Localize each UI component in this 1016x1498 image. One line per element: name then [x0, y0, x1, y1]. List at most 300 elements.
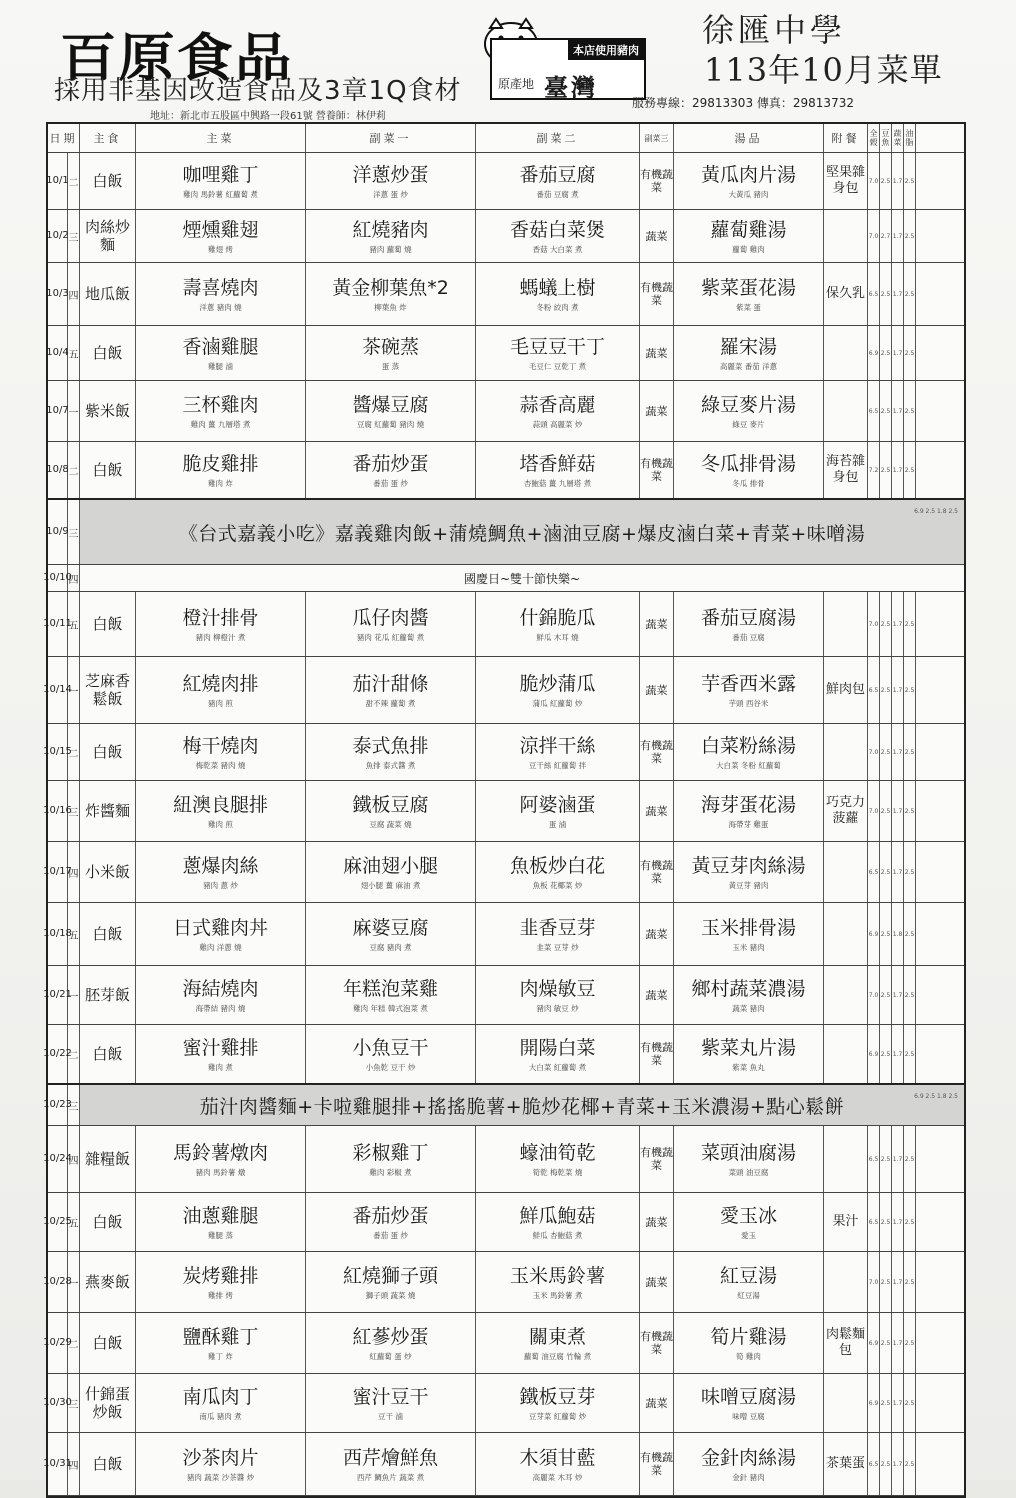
nutrition-value: 2.5: [880, 903, 892, 965]
soup-ingredients: 黃豆芽 豬肉: [728, 880, 769, 890]
side-dish-3: 蔬菜: [640, 1374, 674, 1432]
col-side1: 副菜一: [306, 124, 476, 152]
side-dish-3: 有機蔬菜: [640, 1433, 674, 1495]
row-weekday: 四: [68, 842, 80, 902]
side-dish-2-name: 木須甘藍: [519, 1446, 596, 1469]
nutrition-value: 1.7: [892, 1433, 904, 1495]
side-dish-2-name: 香菇白菜煲: [509, 218, 605, 241]
nutrition-value: 7.0: [868, 592, 880, 656]
main-dish-ingredients: 雞腿 滷: [208, 361, 233, 371]
soup: [674, 210, 824, 262]
main-dish-ingredients: 雞翅 烤: [208, 244, 233, 254]
side-dish-2: [476, 1025, 640, 1083]
side-dish-1-name: 黃金柳葉魚*2: [332, 276, 449, 299]
side-dish-1-name: 洋蔥炒蛋: [352, 163, 429, 186]
staple-food: 芝麻香鬆飯: [80, 657, 136, 723]
col-side3: 副菜三: [640, 124, 674, 152]
tail-cell: [916, 442, 964, 498]
nutrition-value: 2.5: [904, 326, 916, 380]
row-weekday: 二: [68, 1313, 80, 1373]
special-row: [48, 500, 964, 565]
nutrition-value: 2.5: [904, 592, 916, 656]
nutrition-value: 2.5: [904, 1433, 916, 1495]
main-dish-ingredients: 南瓜 豬肉 煮: [199, 1411, 242, 1421]
side-dish-3: 有機蔬菜: [640, 1126, 674, 1192]
side-dish-3: 蔬菜: [640, 1252, 674, 1312]
col-veg: 蔬菜: [892, 124, 904, 152]
soup-ingredients: 大黃瓜 豬肉: [728, 189, 769, 199]
main-dish-name: 海結燒肉: [182, 977, 259, 1000]
nutrition-value: 2.5: [880, 657, 892, 723]
main-dish-name: 三杯雞肉: [182, 393, 259, 416]
main-dish-ingredients: 豬肉 柳橙汁 煮: [195, 632, 246, 642]
row-date: 10/16: [48, 781, 68, 841]
row-weekday: 五: [68, 326, 80, 380]
soup-ingredients: 筍 雞肉: [736, 1351, 761, 1361]
soup-name: 菜頭油腐湯: [700, 1141, 796, 1164]
nutrition-value: 1.7: [892, 326, 904, 380]
soup-name: 黃豆芽肉絲湯: [691, 854, 806, 877]
nutrition-value: 2.5: [904, 966, 916, 1024]
soup: [674, 966, 824, 1024]
side-dish-2-ingredients: 玉米 馬鈴薯 煮: [532, 1290, 583, 1300]
main-dish-name: 壽喜燒肉: [182, 276, 259, 299]
nutrition-value: 6.5: [868, 263, 880, 325]
main-dish-ingredients: 雞丁 炸: [208, 1351, 233, 1361]
side-dish-2-name: 脆炒蒲瓜: [519, 672, 596, 695]
side-dish-2-ingredients: 鮮瓜 木耳 燒: [536, 632, 579, 642]
main-dish-name: 鹽酥雞丁: [182, 1325, 259, 1348]
staple-food: 胚芽飯: [80, 966, 136, 1024]
menu-row: [48, 326, 964, 381]
nutrition-value: 2.5: [880, 1126, 892, 1192]
nutrition-value: 2.5: [904, 1252, 916, 1312]
nutrition-value: 2.5: [880, 1433, 892, 1495]
main-dish: [136, 592, 306, 656]
col-staple: 主食: [80, 124, 136, 152]
extra-item: [824, 1025, 868, 1083]
soup-name: 綠豆麥片湯: [700, 393, 796, 416]
menu-row: [48, 263, 964, 326]
nutrition-value: 2.5: [880, 1313, 892, 1373]
side-dish-1: [306, 1313, 476, 1373]
nutrition-value: 6.5: [868, 1433, 880, 1495]
main-dish-ingredients: 雞肉 煎: [208, 819, 233, 829]
side-dish-2: [476, 381, 640, 441]
nutrition-value: 2.5: [904, 903, 916, 965]
row-date: 10/2: [48, 210, 68, 262]
table-body: [43, 153, 964, 1496]
staple-food: 紫米飯: [80, 381, 136, 441]
nutrition-value: 2.5: [880, 966, 892, 1024]
soup-ingredients: 玉米 豬肉: [732, 942, 765, 952]
main-dish: [136, 263, 306, 325]
main-dish: [136, 381, 306, 441]
staple-food: 白飯: [80, 592, 136, 656]
side-dish-2-name: 玉米馬鈴薯: [509, 1264, 605, 1287]
nutrition-value: 2.5: [880, 442, 892, 498]
staple-food: 白飯: [80, 326, 136, 380]
nutrition-value: 1.7: [892, 381, 904, 441]
nutrition-value: 2.5: [904, 442, 916, 498]
side-dish-1-name: 番茄炒蛋: [352, 1204, 429, 1227]
nutrition-value: 2.5: [904, 1025, 916, 1083]
row-weekday: 五: [68, 903, 80, 965]
row-date: 10/21: [48, 966, 68, 1024]
row-date: 10/24: [48, 1126, 68, 1192]
soup: [674, 781, 824, 841]
main-dish-ingredients: 洋蔥 豬肉 燒: [199, 302, 242, 312]
side-dish-2: [476, 781, 640, 841]
side-dish-3: 有機蔬菜: [640, 1313, 674, 1373]
side-dish-2-name: 肉燥敏豆: [519, 977, 596, 1000]
row-weekday: 三: [68, 1374, 80, 1432]
soup: [674, 1252, 824, 1312]
main-dish-name: 蜜汁雞排: [182, 1036, 259, 1059]
side-dish-1-ingredients: 豬肉 蘿蔔 燒: [369, 244, 412, 254]
extra-item: [824, 592, 868, 656]
main-dish-ingredients: 雞腿 蒸: [208, 1230, 233, 1240]
side-dish-1: [306, 381, 476, 441]
menu-row: [48, 381, 964, 442]
special-menu-text: 茄汁肉醬麵+卡啦雞腿排+搖搖脆薯+脆炒花椰+青菜+玉米濃湯+點心鬆餅: [80, 1085, 964, 1125]
side-dish-1-ingredients: 蛋 蒸: [381, 361, 400, 371]
main-dish-ingredients: 梅乾菜 豬肉 燒: [195, 760, 246, 770]
side-dish-1: [306, 1374, 476, 1432]
row-weekday: 四: [68, 1433, 80, 1495]
address-line: 地址：新北市五股區中興路一段61號 營養師：林伊莉: [150, 111, 386, 122]
nutrition-value: 1.7: [892, 657, 904, 723]
row-date: 10/28: [48, 1252, 68, 1312]
main-dish-ingredients: 雞肉 炸: [208, 478, 233, 488]
nutrition-value: 6.5: [868, 657, 880, 723]
side-dish-2: [476, 1193, 640, 1251]
nutrition-value: 1.7: [892, 442, 904, 498]
col-tail: [916, 124, 964, 152]
soup-ingredients: 綠豆 麥片: [732, 419, 765, 429]
side-dish-3: 蔬菜: [640, 592, 674, 656]
nutrition-value: 1.7: [892, 1126, 904, 1192]
tail-cell: [916, 326, 964, 380]
side-dish-1: [306, 263, 476, 325]
staple-food: 什錦蛋炒飯: [80, 1374, 136, 1432]
row-date: 10/29: [48, 1313, 68, 1373]
side-dish-3: 蔬菜: [640, 657, 674, 723]
soup-ingredients: 紫菜 魚丸: [732, 1062, 765, 1072]
extra-item: [824, 966, 868, 1024]
side-dish-2-name: 鮮瓜鮑菇: [519, 1204, 596, 1227]
row-date: 10/9: [48, 500, 68, 564]
menu-table: [43, 122, 966, 1498]
side-dish-2-ingredients: 杏鮑菇 薑 九層塔 煮: [523, 478, 592, 488]
soup-name: 愛玉冰: [719, 1204, 777, 1227]
main-dish-name: 油蔥雞腿: [182, 1204, 259, 1227]
side-dish-3: 蔬菜: [640, 966, 674, 1024]
side-dish-2-name: 螞蟻上樹: [519, 276, 596, 299]
soup-name: 芋香西米露: [700, 672, 796, 695]
side-dish-2-ingredients: 蛋 滷: [548, 819, 567, 829]
extra-item: [824, 1374, 868, 1432]
menu-row: [43, 1433, 964, 1496]
row-date: 10/1: [48, 153, 68, 209]
main-dish: [136, 1193, 306, 1251]
staple-food: 肉絲炒麵: [80, 210, 136, 262]
tail-cell: [916, 1025, 964, 1083]
soup-ingredients: 海帶芽 雞蛋: [728, 819, 769, 829]
side-dish-1-ingredients: 豆干 滷: [378, 1411, 403, 1421]
side-dish-1: [306, 657, 476, 723]
side-dish-2-name: 毛豆豆干丁: [509, 335, 605, 358]
staple-food: 白飯: [80, 1313, 136, 1373]
nutrition-value: 7.0: [868, 966, 880, 1024]
nutrition-value: 2.5: [904, 842, 916, 902]
nutrition-value: 2.5: [904, 210, 916, 262]
menu-row: [43, 966, 964, 1025]
side-dish-1: [306, 1126, 476, 1192]
side-dish-1-ingredients: 甜不辣 蘿蔔 煮: [365, 698, 416, 708]
nutrition-value: 2.5: [904, 1193, 916, 1251]
main-dish: [136, 1374, 306, 1432]
side-dish-1-ingredients: 豆腐 豬肉 煮: [369, 942, 412, 952]
soup-name: 紫菜丸片湯: [700, 1036, 796, 1059]
row-weekday: 二: [68, 442, 80, 498]
side-dish-1: [306, 903, 476, 965]
row-date: 10/22: [48, 1025, 68, 1083]
menu-row: [43, 1252, 964, 1313]
holiday-text: 國慶日~雙十節快樂~: [80, 565, 964, 591]
nutrition-value: 6.5: [868, 381, 880, 441]
row-weekday: 一: [68, 657, 80, 723]
origin-place: 臺灣: [544, 74, 598, 102]
nutrition-value: 6.9: [868, 903, 880, 965]
side-dish-3: 蔬菜: [640, 903, 674, 965]
soup-name: 蘿蔔雞湯: [710, 218, 787, 241]
soup-ingredients: 愛玉: [741, 1230, 756, 1240]
side-dish-1-ingredients: 番茄 蛋 炒: [373, 1230, 408, 1240]
nutrition-value: 2.7: [880, 210, 892, 262]
soup-name: 番茄豆腐湯: [700, 606, 796, 629]
nutrition-value: 2.5: [904, 153, 916, 209]
main-dish-name: 橙汁排骨: [182, 606, 259, 629]
side-dish-2-name: 什錦脆瓜: [519, 606, 596, 629]
main-dish-ingredients: 雞排 烤: [208, 1290, 233, 1300]
tail-cell: [916, 657, 964, 723]
main-dish: [136, 1433, 306, 1495]
side-dish-1: [306, 1025, 476, 1083]
side-dish-3: 有機蔬菜: [640, 263, 674, 325]
extra-item: [824, 724, 868, 780]
special-menu-text: 《台式嘉義小吃》嘉義雞肉飯+蒲燒鯛魚+滷油豆腐+爆皮滷白菜+青菜+味噌湯: [80, 500, 964, 564]
col-protein: 豆魚: [880, 124, 892, 152]
side-dish-1-name: 蜜汁豆干: [352, 1385, 429, 1408]
side-dish-2: [476, 724, 640, 780]
side-dish-1-ingredients: 豆腐 蔬菜 燒: [369, 819, 412, 829]
menu-row: [43, 842, 964, 903]
extra-item: 茶葉蛋: [824, 1433, 868, 1495]
side-dish-3: 蔬菜: [640, 781, 674, 841]
side-dish-1-ingredients: 豆腐 紅蘿蔔 豬肉 燒: [356, 419, 425, 429]
main-dish-name: 日式雞肉丼: [172, 916, 268, 939]
side-dish-2-ingredients: 高麗菜 木耳 炒: [532, 1472, 583, 1482]
tail-cell: [916, 592, 964, 656]
row-date: 10/15: [48, 724, 68, 780]
row-date: 10/11: [48, 592, 68, 656]
staple-food: 白飯: [80, 903, 136, 965]
row-date: 10/25: [48, 1193, 68, 1251]
nutrition-value: 6.9: [868, 1025, 880, 1083]
menu-row: [43, 1313, 964, 1374]
side-dish-2-name: 番茄豆腐: [519, 163, 596, 186]
soup-ingredients: 蔬菜 豬肉: [732, 1003, 765, 1013]
staple-food: 地瓜飯: [80, 263, 136, 325]
row-weekday: 二: [68, 724, 80, 780]
soup-ingredients: 味噌 豆腐: [732, 1411, 765, 1421]
nutrition-value: 2.5: [880, 263, 892, 325]
row-weekday: 三: [68, 781, 80, 841]
side-dish-1-ingredients: 洋蔥 蛋 炒: [373, 189, 408, 199]
main-dish: [136, 781, 306, 841]
nutrition-value: 2.5: [904, 657, 916, 723]
tail-cell: [916, 966, 964, 1024]
side-dish-2-ingredients: 香菇 大白菜 煮: [532, 244, 583, 254]
soup-name: 海芽蛋花湯: [700, 793, 796, 816]
row-weekday: 一: [68, 1252, 80, 1312]
nutrition-value: 6.5: [868, 842, 880, 902]
extra-item: 保久乳: [824, 263, 868, 325]
col-extra: 附餐: [824, 124, 868, 152]
main-dish-ingredients: 豬肉 馬鈴薯 燉: [195, 1167, 246, 1177]
side-dish-2: [476, 1252, 640, 1312]
side-dish-2: [476, 1374, 640, 1432]
col-soup: 湯品: [674, 124, 824, 152]
nutrition-value: 1.8: [892, 903, 904, 965]
nutrition-value: 2.5: [880, 1193, 892, 1251]
extra-item: 巧克力菠蘿: [824, 781, 868, 841]
nutrition-values: 6.9 2.5 1.8 2.5: [914, 1093, 958, 1100]
nutrition-value: 1.7: [892, 781, 904, 841]
nutrition-value: 2.5: [904, 1374, 916, 1432]
side-dish-2-ingredients: 筍乾 梅乾菜 燒: [532, 1167, 583, 1177]
menu-row: [48, 153, 964, 210]
row-weekday: 一: [68, 966, 80, 1024]
soup: [674, 442, 824, 498]
extra-item: 堅果雜身包: [824, 153, 868, 209]
side-dish-1-name: 小魚豆干: [352, 1036, 429, 1059]
main-dish-ingredients: 雞肉 馬鈴薯 紅蘿蔔 煮: [183, 189, 258, 199]
side-dish-2-ingredients: 毛豆仁 豆乾丁 煮: [528, 361, 587, 371]
soup: [674, 1025, 824, 1083]
side-dish-1-name: 麻婆豆腐: [352, 916, 429, 939]
side-dish-2: [476, 1433, 640, 1495]
nutrition-value: 6.9: [868, 1313, 880, 1373]
nutrition-value: 2.5: [880, 1025, 892, 1083]
main-dish: [136, 966, 306, 1024]
nutrition-value: 2.5: [880, 592, 892, 656]
tail-cell: [916, 1193, 964, 1251]
side-dish-3: 有機蔬菜: [640, 724, 674, 780]
side-dish-2-ingredients: 大白菜 紅蘿蔔 煮: [528, 1062, 587, 1072]
row-weekday: 三: [68, 500, 80, 564]
nutrition-value: 2.5: [904, 724, 916, 780]
side-dish-2-name: 魚板炒白花: [509, 854, 605, 877]
soup-ingredients: 蘿蔔 雞肉: [732, 244, 765, 254]
staple-food: 燕麥飯: [80, 1252, 136, 1312]
side-dish-1-name: 茶碗蒸: [361, 335, 419, 358]
special-row: [43, 1085, 964, 1126]
side-dish-1-ingredients: 翅小腿 薑 麻油 煮: [360, 880, 421, 890]
nutrition-value: 7.0: [868, 153, 880, 209]
side-dish-3: 有機蔬菜: [640, 442, 674, 498]
tail-cell: [916, 381, 964, 441]
main-dish: [136, 326, 306, 380]
row-date: 10/17: [48, 842, 68, 902]
row-weekday: 三: [68, 210, 80, 262]
side-dish-1: [306, 781, 476, 841]
school-title: [702, 10, 943, 90]
soup-ingredients: 高麗菜 番茄 洋蔥: [719, 361, 778, 371]
side-dish-1-name: 麻油翅小腿: [342, 854, 438, 877]
school-name: 徐匯中學: [702, 11, 847, 49]
side-dish-1-name: 醬爆豆腐: [352, 393, 429, 416]
staple-food: 白飯: [80, 1433, 136, 1495]
side-dish-2-ingredients: 冬粉 絞肉 煮: [536, 302, 579, 312]
main-dish-ingredients: 海帶結 豬肉 燒: [195, 1003, 246, 1013]
nutrition-values: 6.9 2.5 1.8 2.5: [914, 508, 958, 515]
main-dish-ingredients: 雞肉 煮: [208, 1062, 233, 1072]
soup: [674, 263, 824, 325]
soup: [674, 153, 824, 209]
extra-item: [824, 1126, 868, 1192]
main-dish-name: 煙燻雞翅: [182, 218, 259, 241]
staple-food: 白飯: [80, 724, 136, 780]
side-dish-1-ingredients: 雞肉 年糕 韓式泡菜 煮: [353, 1003, 428, 1013]
side-dish-1-ingredients: 豬肉 花瓜 紅蘿蔔 煮: [356, 632, 425, 642]
soup-name: 白菜粉絲湯: [700, 734, 796, 757]
side-dish-2-name: 塔香鮮菇: [519, 452, 596, 475]
soup-name: 味噌豆腐湯: [700, 1385, 796, 1408]
soup-ingredients: 菜頭 油豆腐: [728, 1167, 769, 1177]
tail-cell: [916, 1252, 964, 1312]
side-dish-2-ingredients: 豆芽菜 紅蘿蔔 炒: [528, 1411, 587, 1421]
tail-cell: [916, 1126, 964, 1192]
col-grain: 全榖: [868, 124, 880, 152]
side-dish-1-name: 年糕泡菜雞: [342, 977, 438, 1000]
soup: [674, 592, 824, 656]
side-dish-2: [476, 966, 640, 1024]
nutrition-value: 7.0: [868, 724, 880, 780]
soup-name: 羅宋湯: [719, 335, 777, 358]
side-dish-1-name: 茄汁甜條: [352, 672, 429, 695]
staple-food: 炸醬麵: [80, 781, 136, 841]
table-header: [48, 124, 964, 153]
staple-food: 白飯: [80, 442, 136, 498]
nutrition-value: 1.7: [892, 1313, 904, 1373]
side-dish-1-ingredients: 番茄 蛋 炒: [373, 478, 408, 488]
main-dish-ingredients: 雞肉 薑 九層塔 煮: [190, 419, 251, 429]
main-dish: [136, 1313, 306, 1373]
side-dish-1: [306, 326, 476, 380]
row-date: 10/18: [48, 903, 68, 965]
nutrition-value: 1.7: [892, 1374, 904, 1432]
nutrition-value: 1.7: [892, 1193, 904, 1251]
side-dish-1: [306, 1252, 476, 1312]
nutrition-value: 7.0: [868, 210, 880, 262]
side-dish-3: 有機蔬菜: [640, 1025, 674, 1083]
main-dish: [136, 210, 306, 262]
row-date: 10/4: [48, 326, 68, 380]
row-date: 10/30: [48, 1374, 68, 1432]
main-dish-name: 馬鈴薯燉肉: [172, 1141, 268, 1164]
